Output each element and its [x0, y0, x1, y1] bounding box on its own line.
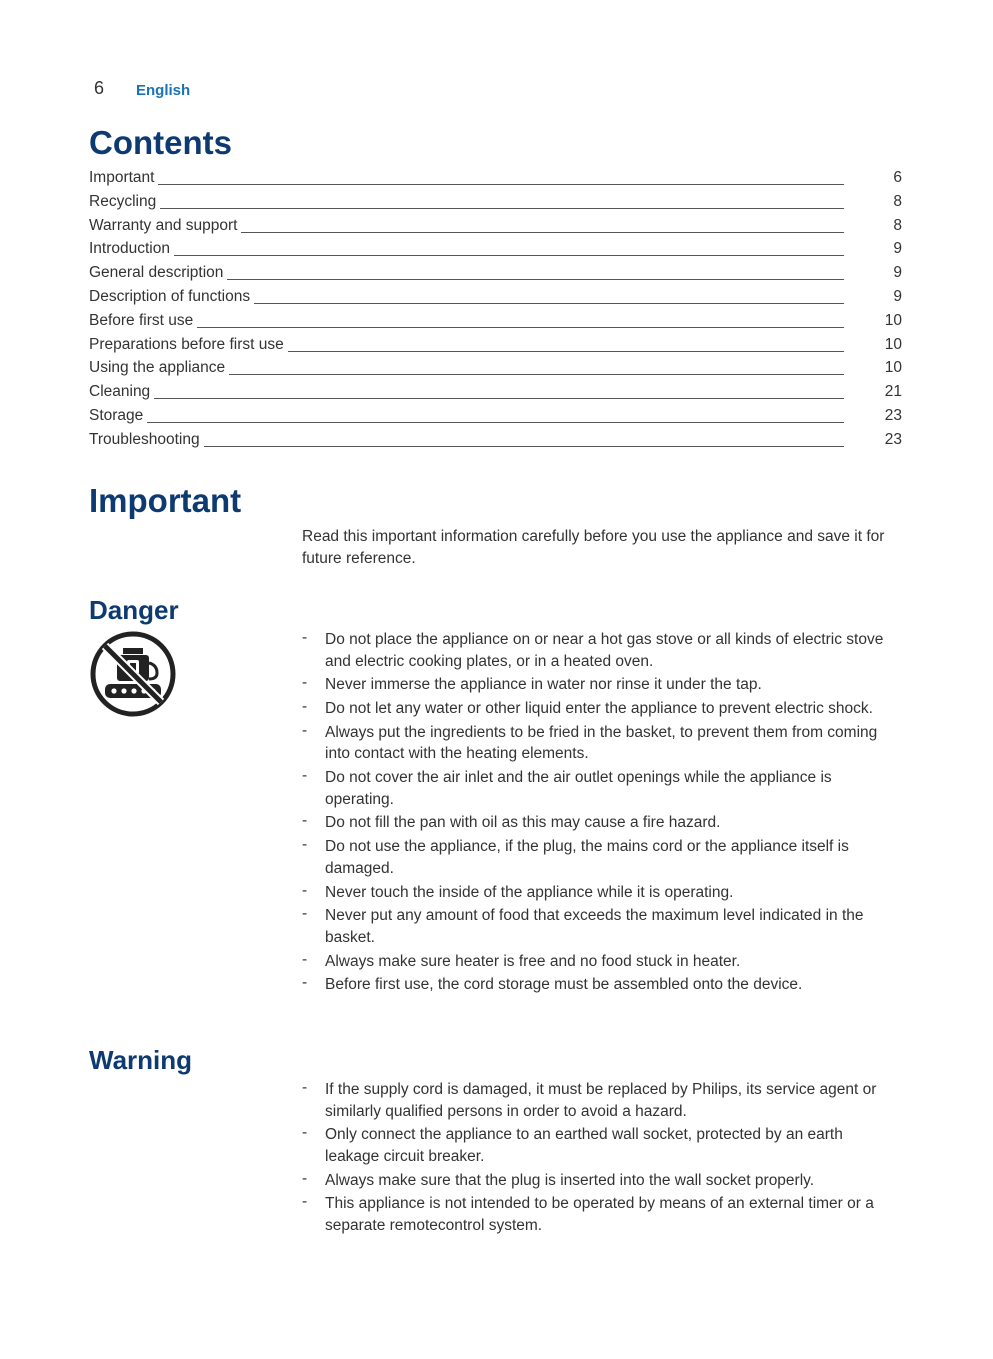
danger-item: - Always put the ingredients to be fried in the basket, to prevent them from coming into contact with the heating elements.: [302, 722, 897, 765]
warning-item: - This appliance is not intended to be operated by means of an external timer or a separate remotecontrol system.: [302, 1193, 897, 1236]
toc-entry[interactable]: [89, 404, 902, 428]
toc-entry-label: Before first use: [89, 312, 197, 330]
toc-entry-page: 8: [893, 192, 902, 210]
toc-entry[interactable]: [89, 166, 902, 190]
danger-item: - Always make sure heater is free and no food stuck in heater.: [302, 951, 897, 973]
toc-entry[interactable]: [89, 261, 902, 285]
danger-item: - Before first use, the cord storage must be assembled onto the device.: [302, 974, 897, 996]
danger-item: - Do not place the appliance on or near a hot gas stove or all kinds of electric stove and electric cooking plates, or in a heated oven.: [302, 629, 897, 672]
toc-entry[interactable]: [89, 285, 902, 309]
toc-entry-page: 10: [884, 311, 902, 329]
important-heading: Important: [89, 482, 242, 519]
danger-item: - Never immerse the appliance in water nor rinse it under the tap.: [302, 674, 897, 696]
toc-leader-line: [89, 208, 844, 209]
warning-item: - Only connect the appliance to an earthed wall socket, protected by an earth leakage circuit breaker.: [302, 1124, 897, 1167]
toc-entry-page: 9: [893, 240, 902, 258]
toc-entry[interactable]: [89, 380, 902, 404]
warning-item: - If the supply cord is damaged, it must be replaced by Philips, its service agent or similarly qualified persons in order to avoid a hazard.: [302, 1079, 897, 1122]
toc-entry-label: Introduction: [89, 240, 174, 258]
toc-entry-label: Using the appliance: [89, 359, 229, 377]
table-of-contents: [89, 166, 902, 452]
no-immerse-icon-graphic: [89, 630, 177, 718]
toc-leader-line: [89, 327, 844, 328]
important-intro: Read this important information carefully before you use the appliance and save it for future reference.: [302, 528, 885, 567]
danger-item: - Do not cover the air inlet and the air outlet openings while the appliance is operating.: [302, 767, 897, 810]
toc-entry-label: Warranty and support: [89, 217, 241, 235]
danger-item: - Do not use the appliance, if the plug, the mains cord or the appliance itself is damaged.: [302, 836, 897, 879]
language-label: English: [136, 82, 191, 99]
toc-entry-page: 9: [893, 287, 902, 305]
toc-entry-page: 21: [884, 383, 902, 401]
toc-entry[interactable]: [89, 309, 902, 333]
toc-entry-label: Cleaning: [89, 383, 154, 401]
no-immerse-icon: [89, 630, 177, 718]
warning-item: - Always make sure that the plug is inserted into the wall socket properly.: [302, 1170, 897, 1192]
toc-entry[interactable]: [89, 190, 902, 214]
danger-list: [302, 629, 897, 998]
toc-entry[interactable]: [89, 214, 902, 238]
danger-item: - Do not let any water or other liquid enter the appliance to prevent electric shock.: [302, 698, 897, 720]
toc-entry-label: Troubleshooting: [89, 431, 204, 449]
toc-entry-page: 10: [884, 359, 902, 377]
toc-entry-label: Description of functions: [89, 288, 254, 306]
toc-leader-line: [89, 422, 844, 423]
toc-leader-line: [89, 255, 844, 256]
danger-heading: Danger: [89, 595, 179, 625]
danger-item: - Do not fill the pan with oil as this may cause a fire hazard.: [302, 812, 897, 834]
danger-item: - Never touch the inside of the appliance while it is operating.: [302, 882, 897, 904]
toc-leader-line: [89, 398, 844, 399]
toc-entry-page: 9: [893, 264, 902, 282]
toc-entry-page: 23: [884, 406, 902, 424]
toc-entry-page: 6: [893, 169, 902, 186]
danger-item: - Never put any amount of food that exceeds the maximum level indicated in the basket.: [302, 905, 897, 948]
toc-entry[interactable]: [89, 237, 902, 261]
contents-heading: Contents: [89, 124, 232, 161]
page-number: 6: [94, 78, 105, 98]
warning-heading: Warning: [89, 1045, 193, 1075]
toc-entry-label: Preparations before first use: [89, 336, 288, 354]
toc-entry-label: Storage: [89, 407, 147, 425]
toc-entry[interactable]: [89, 356, 902, 380]
toc-entry-label: General description: [89, 264, 227, 282]
toc-entry-page: 23: [884, 430, 902, 448]
toc-entry[interactable]: [89, 428, 902, 452]
warning-list: [302, 1079, 897, 1239]
toc-entry[interactable]: [89, 333, 902, 357]
toc-leader-line: [89, 184, 844, 185]
toc-entry-label: Recycling: [89, 193, 160, 211]
toc-entry-label: Important: [89, 169, 158, 187]
toc-entry-page: 10: [884, 335, 902, 353]
toc-entry-page: 8: [893, 216, 902, 234]
